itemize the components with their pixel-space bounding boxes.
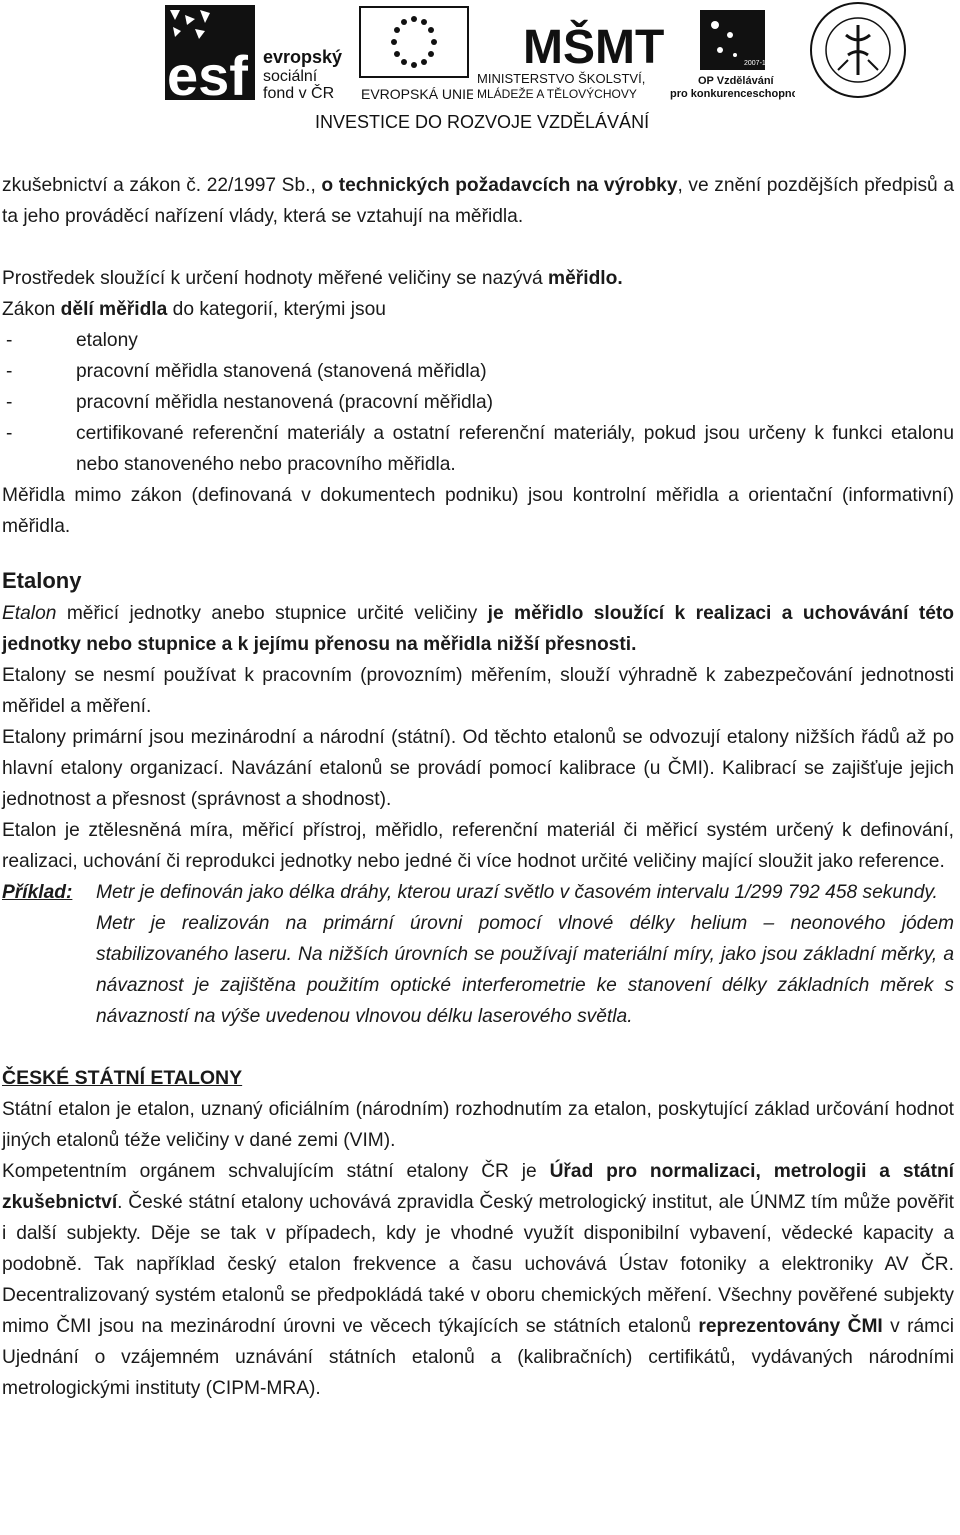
op-line2: pro konkurenceschopnost bbox=[670, 88, 795, 100]
op-line1: OP Vzdělávání bbox=[698, 75, 774, 87]
tagline: INVESTICE DO ROZVOJE VZDĚLÁVÁNÍ bbox=[315, 112, 650, 132]
paragraph-etalon-vim: Etalon je ztělesněná míra, měřicí přístroj, měřidlo, referenční materiál či měřicí systém určený k definování, realizaci, uchování či reprodukci jednotky nebo jedné či více hodnot určité veličiny mající sloužit jako reference. bbox=[2, 820, 954, 872]
university-seal bbox=[808, 0, 908, 100]
paragraph-etalon-usage: Etalony se nesmí používat k pracovním (provozním) měřením, slouží výhradně k zabezpečování jednotnosti měřidel a měření. bbox=[2, 665, 954, 717]
msmt-line2: MLÁDEŽE A TĚLOVÝCHOVY bbox=[477, 87, 637, 101]
paragraph-categories-intro: Zákon dělí měřidla do kategorií, kterými jsou bbox=[2, 299, 386, 320]
list-item: - pracovní měřidla nestanovená (pracovní měřidla) bbox=[2, 387, 954, 418]
esf-line1: evropský bbox=[263, 47, 343, 67]
heading-etalony: Etalony bbox=[2, 568, 82, 593]
list-item: - certifikované referenční materiály a ostatní referenční materiály, pokud jsou určeny k funkci etalonu nebo stanoveného nebo pracovního měřidla. bbox=[2, 418, 954, 480]
msmt-logo bbox=[475, 3, 665, 103]
paragraph-state-etalon: Státní etalon je etalon, uznaný oficiálním (národním) rozhodnutím za etalon, poskytující základ určování hodnot jiných etalonů téže veličiny v dané zemi (VIM). bbox=[2, 1099, 954, 1151]
paragraph-meridlo-definition: Prostředek sloužící k určení hodnoty měřené veličiny se nazývá měřidlo. bbox=[2, 268, 623, 289]
paragraph-etalon-definition: Etalon měřicí jednotky anebo stupnice určité veličiny je měřidlo sloužící k realizaci a uchovávání této jednotky nebo stupnice a k jejímu přenosu na měřidla nižší přesnosti. bbox=[2, 603, 955, 655]
esf-emblem-icon bbox=[165, 5, 375, 105]
heading-ceske-statni-etalony: ČESKÉ STÁTNÍ ETALONY bbox=[2, 1067, 243, 1089]
op-emblem-icon bbox=[670, 5, 795, 100]
example-text-2: Metr je realizován na primární úrovni pomocí vlnové délky helium – neonového jódem stabilizovaného laseru. Na nižších úrovních se používají materiální míry, jako jsou základní měrky, a návaznost je zajištěna použitím optické interferometrie ke stanovení délky základních měrek s návazností na výše uvedenou vlnovou délku laserového světla. bbox=[96, 913, 954, 1027]
op-years: 2007-13 bbox=[744, 60, 770, 67]
eu-flag-icon bbox=[358, 5, 473, 105]
eu-label: EVROPSKÁ UNIE bbox=[361, 86, 473, 102]
seal-emblem-icon bbox=[808, 0, 908, 100]
list-item: - etalony bbox=[2, 325, 954, 356]
esf-line2: sociální bbox=[263, 68, 318, 85]
example-text-1: Metr je definován jako délka dráhy, kterou urazí světlo v časovém intervalu 1/299 792 458 sekundy. bbox=[96, 882, 938, 903]
paragraph-law-reference: zkušebnictví a zákon č. 22/1997 Sb., o technických požadavcích na výrobky, ve znění pozdějších předpisů a ta jeho prováděcí nařízení vlády, která se vztahují na měřidla. bbox=[2, 175, 954, 227]
msmt-line1: MINISTERSTVO ŠKOLSTVÍ, bbox=[477, 71, 646, 86]
op-logo bbox=[670, 5, 795, 100]
msmt-mark: MŠMT bbox=[523, 21, 665, 74]
paragraph-competent-body: Kompetentním orgánem schvalujícím státní etalony ČR je Úřad pro normalizaci, metrologii a státní zkušebnictví. České státní etalony uchovává zpravidla Český metrologický institut, ale ÚNMZ tím může pověřit i další subjekty. Děje se tak v případech, kdy je vhodné využít disponibilní vybavení, vědecké kapacity a podobně. Tak například český etalon frekvence a času uchovává Ústav fotoniky a elektroniky AV ČR. Decentralizovaný systém etalonů se předpokládá také v oboru chemických měření. Všechny pověřené subjekty mimo ČMI jsou na mezinárodní úrovni ve věcech týkajících se státních etalonů reprezentovány ČMI v rámci Ujednání o vzájemném uznávání státních etalonů a (kalibračních) certifikátů, vydávaných národními metrologickými instituty (CIPM-MRA). bbox=[2, 1161, 955, 1399]
eu-logo bbox=[358, 5, 473, 105]
esf-logo bbox=[165, 5, 375, 105]
paragraph-outside-law: Měřidla mimo zákon (definovaná v dokumentech podniku) jsou kontrolní měřidla a orientační (informativní) měřidla. bbox=[2, 485, 954, 537]
category-list bbox=[2, 325, 954, 480]
document-body bbox=[2, 170, 954, 1404]
esf-mark: esf bbox=[167, 44, 248, 105]
logo-header bbox=[0, 0, 960, 145]
msmt-emblem-icon bbox=[475, 3, 665, 103]
paragraph-primary-etalons: Etalony primární jsou mezinárodní a národní (státní). Od těchto etalonů se odvozují etalony nižších řádů až po hlavní etalony organizací. Navázání etalonů se provádí pomocí kalibrace (u ČMI). Kalibrací se zajišťuje jejich jednotnost a přesnost (správnost a shodnost). bbox=[2, 727, 954, 810]
example-label: Příklad: bbox=[2, 882, 73, 903]
list-item: - pracovní měřidla stanovená (stanovená měřidla) bbox=[2, 356, 954, 387]
esf-line3: fond v ČR bbox=[263, 85, 335, 102]
example-block bbox=[2, 877, 954, 1032]
